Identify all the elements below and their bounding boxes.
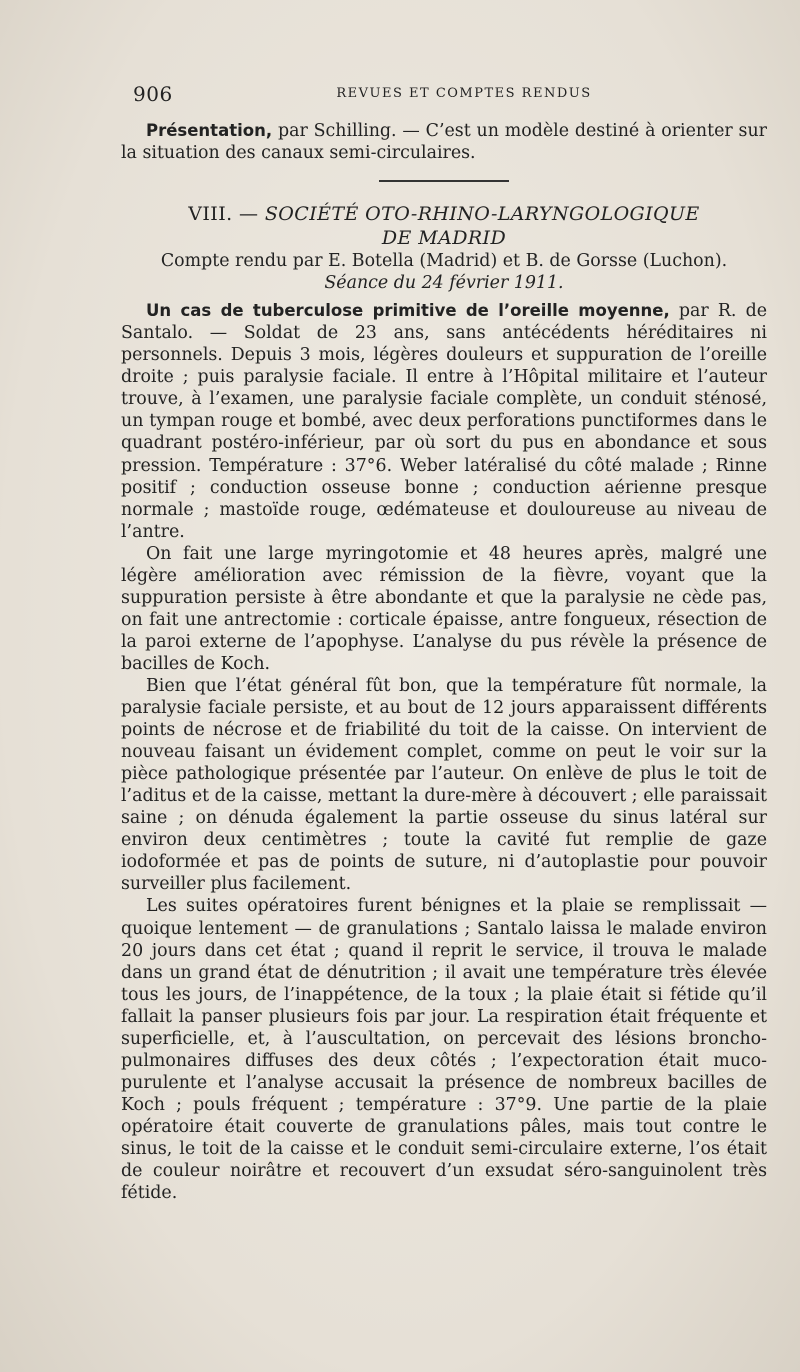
seance-date: Séance du 24 février 1911. — [324, 273, 564, 294]
page-number: 906 — [133, 82, 173, 106]
article-title: Un cas de tuberculose primitive de l’oreille moyenne, — [146, 301, 670, 321]
article-paragraph-3: Bien que l’état général fût bon, que la température fût normale, la paralysie faciale persiste, et au bout de 12 jours apparaissent différents points de nécrose et de friabilité du toit de la caisse. On intervient de nouveau faisant un évidement complet, comme on peut le voir sur la pièce pathologique présentée par l’auteur. On enlève de plus le toit de l’aditus et de la caisse, mettant la dure-mère à découvert ; elle paraissait saine ; on dénuda également la partie osseuse du sinus latéral sur environ deux centimètres ; toute la cavité fut remplie de gaze iodoformée et pas de points de suture, ni d’autoplastie pour pouvoir surveiller plus facilement. — [121, 675, 767, 895]
page-header — [133, 82, 765, 112]
presentation-lead: Présentation, — [146, 121, 273, 140]
section-divider — [379, 180, 509, 182]
article-paragraph-4: Les suites opératoires furent bénignes et la plaie se remplissait — quoique lentement — de granulations ; Santalo laissa le malade environ 20 jours dans cet état ; quand il reprit le service, il trouva le malade dans un grand état de dénutrition ; il avait une température très élevée tous les jours, de l’inappétence, de la toux ; la plaie était si fétide qu’il fallait la panser plusieurs fois par jour. La respiration était fréquente et superficielle, et, à l’auscultation, on percevait des lésions broncho-pulmonaires diffuses des deux côtés ; l’expectoration était muco-purulente et l’analyse accusait la présence de nombreux bacilles de Koch ; pouls fréquent ; température : 37°9. Une partie de la plaie opératoire était couverte de granulations pâles, mais tout contre le sinus, le toit de la caisse et le conduit semi-circulaire externe, l’os était de couleur noirâtre et recouvert d’un exsudat séro-sanguinolent très fétide. — [121, 896, 767, 1204]
page-body — [121, 120, 767, 1204]
section-title-line2: DE MADRID — [381, 227, 507, 250]
presentation-text: par Schilling. — C’est un modèle destiné à orienter sur la situation des canaux semi-circulaires. — [121, 121, 767, 164]
running-head: REVUES ET COMPTES RENDUS — [336, 86, 592, 101]
article-p1-text: par R. de Santalo. — Soldat de 23 ans, sans antécédents héréditaires ni personnels. Depuis 3 mois, légères douleurs et suppuration de l’oreille droite ; puis paralysie faciale. Il entre à l’Hôpital militaire et l’auteur trouve, à l’examen, une paralysie faciale complète, un conduit sténosé, un tympan rouge et bombé, avec deux perforations punctiformes dans le quadrant postéro-inférieur, par où sort du pus en abondance et sous pression. Température : 37°6. Weber latéralisé du côté malade ; Rinne positif ; conduction osseuse bonne ; conduction aérienne presque normale ; mastoïde rouge, œdémateuse et douloureuse au niveau de l’antre. — [121, 301, 768, 542]
article-paragraph-2: On fait une large myringotomie et 48 heures après, malgré une légère amélioration avec rémission de la fièvre, voyant que la suppuration persiste à être abondante et que la paralysie ne cède pas, on fait une antrectomie : corticale épaisse, antre fongueux, résection de la paroi externe de l’apophyse. L’analyse du pus révèle la présence de bacilles de Koch. — [121, 543, 767, 674]
presentation-paragraph — [121, 120, 767, 164]
report-credit: Compte rendu par E. Botella (Madrid) et B. de Gorsse (Luchon). — [160, 251, 728, 272]
section-title-line1: SOCIÉTÉ OTO-RHINO-LARYNGOLOGIQUE — [264, 203, 700, 226]
section-title — [121, 202, 767, 226]
section-number: VIII. — — [188, 203, 259, 226]
article-paragraph-1 — [121, 300, 767, 543]
